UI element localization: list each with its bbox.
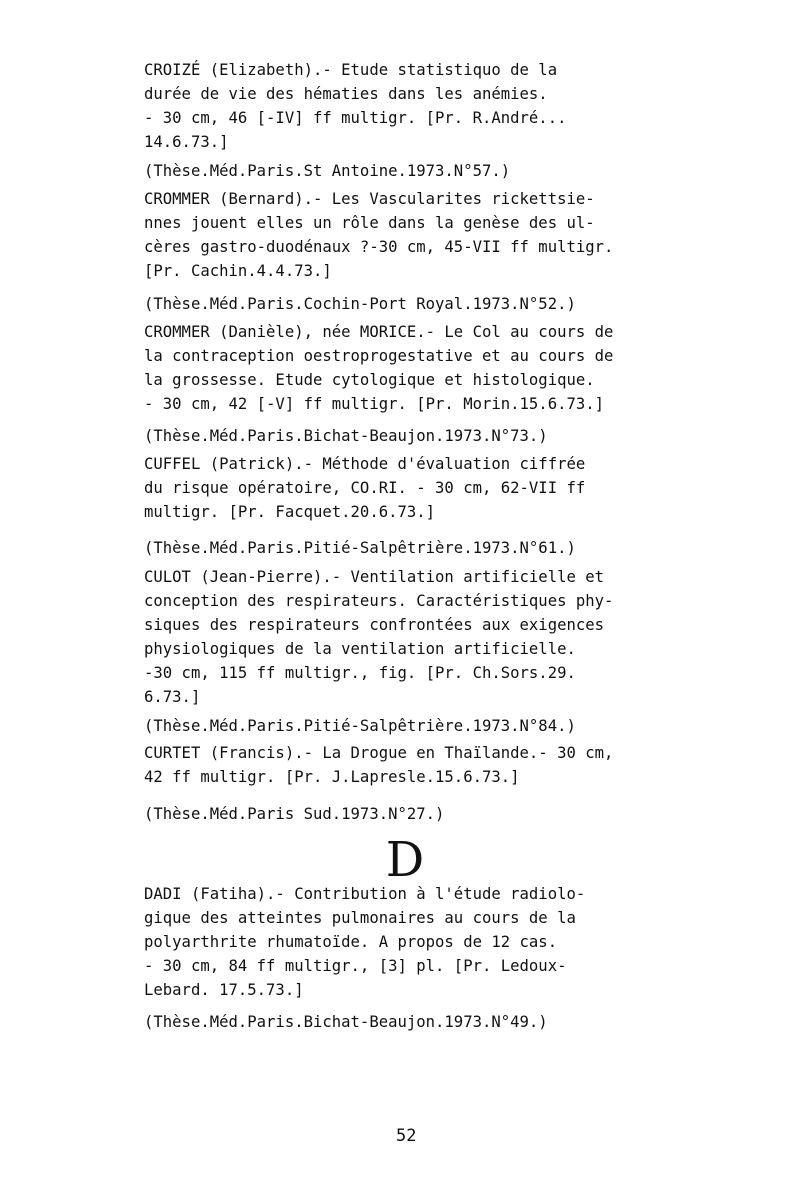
entry-line: 14.6.73.] [144, 133, 229, 151]
entry-line: DADI (Fatiha).- Contribution à l'étude radiolo- [144, 885, 586, 903]
entry-line: -30 cm, 115 ff multigr., fig. [Pr. Ch.Sors.29. [144, 664, 576, 682]
entry-line: - 30 cm, 46 [-IV] ff multigr. [Pr. R.André... [144, 109, 567, 127]
bibliography-entry [144, 882, 674, 1002]
entry-line: [Pr. Cachin.4.4.73.] [144, 262, 332, 280]
entry-line: nnes jouent elles un rôle dans la genèse des ul- [144, 214, 595, 232]
bibliography-entry [144, 565, 674, 709]
entry-line: CROMMER (Bernard).- Les Vascularites rickettsie- [144, 190, 595, 208]
thesis-reference: (Thèse.Méd.Paris Sud.1973.N°27.) [144, 805, 445, 823]
thesis-reference: (Thèse.Méd.Paris.Pitié-Salpêtrière.1973.N°61.) [144, 539, 576, 557]
entry-line: durée de vie des hématies dans les anémies. [144, 85, 548, 103]
entry-line: la contraception oestroprogestative et au cours de [144, 347, 614, 365]
section-letter: D [385, 832, 425, 888]
entry-line: CROMMER (Danièle), née MORICE.- Le Col au cours de [144, 323, 614, 341]
thesis-reference: (Thèse.Méd.Paris.St Antoine.1973.N°57.) [144, 162, 511, 180]
thesis-reference: (Thèse.Méd.Paris.Bichat-Beaujon.1973.N°49.) [144, 1013, 548, 1031]
bibliography-entry [144, 741, 674, 789]
entry-line: CULOT (Jean-Pierre).- Ventilation artificielle et [144, 568, 605, 586]
entry-line: siques des respirateurs confrontées aux exigences [144, 616, 605, 634]
entry-line: la grossesse. Etude cytologique et histologique. [144, 371, 595, 389]
entry-line: CURTET (Francis).- La Drogue en Thaïlande.- 30 cm, [144, 744, 614, 762]
bibliography-entry [144, 58, 674, 154]
thesis-reference: (Thèse.Méd.Paris.Pitié-Salpêtrière.1973.N°84.) [144, 717, 576, 735]
bibliography-entry [144, 452, 674, 524]
entry-line: polyarthrite rhumatoïde. A propos de 12 cas. [144, 933, 558, 951]
entry-line: 6.73.] [144, 688, 201, 706]
entry-line: Lebard. 17.5.73.] [144, 981, 304, 999]
entry-line: 42 ff multigr. [Pr. J.Lapresle.15.6.73.] [144, 768, 520, 786]
page-number: 52 [396, 1126, 417, 1146]
entry-line: du risque opératoire, CO.RI. - 30 cm, 62-VII ff [144, 479, 586, 497]
thesis-reference: (Thèse.Méd.Paris.Bichat-Beaujon.1973.N°73.) [144, 427, 548, 445]
entry-line: conception des respirateurs. Caractéristiques phy- [144, 592, 614, 610]
thesis-reference: (Thèse.Méd.Paris.Cochin-Port Royal.1973.N°52.) [144, 295, 576, 313]
entry-line: - 30 cm, 42 [-V] ff multigr. [Pr. Morin.15.6.73.] [144, 395, 605, 413]
bibliography-entry [144, 187, 674, 283]
entry-line: CUFFEL (Patrick).- Méthode d'évaluation ciffrée [144, 455, 586, 473]
bibliography-entry [144, 320, 674, 416]
entry-line: physiologiques de la ventilation artificielle. [144, 640, 576, 658]
entry-line: cères gastro-duodénaux ?-30 cm, 45-VII ff multigr. [144, 238, 614, 256]
entry-line: multigr. [Pr. Facquet.20.6.73.] [144, 503, 436, 521]
entry-line: CROIZÉ (Elizabeth).- Etude statistiquo de la [144, 61, 558, 79]
entry-line: gique des atteintes pulmonaires au cours de la [144, 909, 576, 927]
entry-line: - 30 cm, 84 ff multigr., [3] pl. [Pr. Ledoux- [144, 957, 567, 975]
